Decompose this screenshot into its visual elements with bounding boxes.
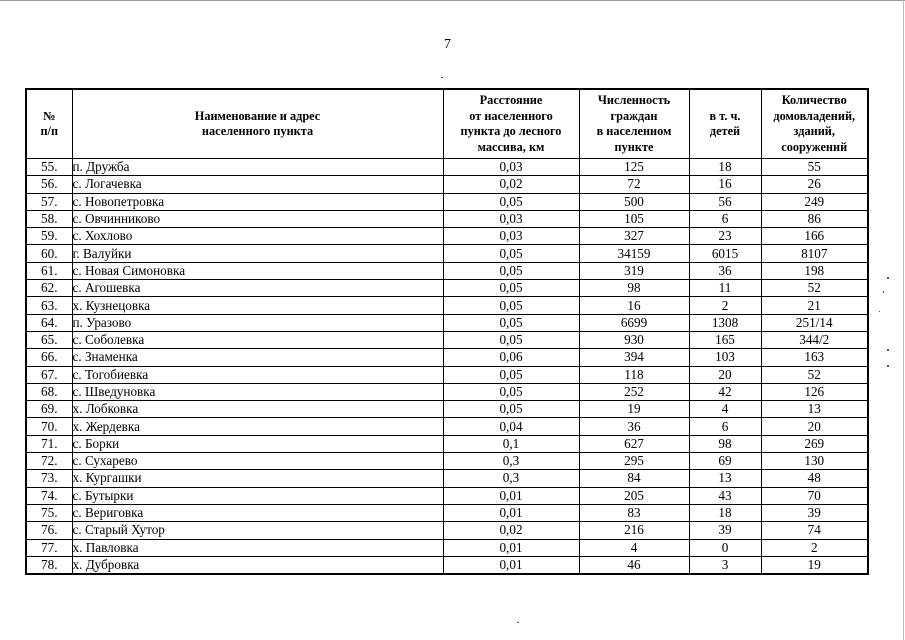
cell-name: х. Кузнецовка	[72, 297, 443, 314]
table-row	[26, 539, 868, 556]
cell-children: 43	[689, 487, 761, 504]
cell-children: 4	[689, 401, 761, 418]
cell-households: 48	[761, 470, 868, 487]
cell-distance: 0,05	[443, 280, 579, 297]
cell-households: 163	[761, 349, 868, 366]
cell-population: 84	[579, 470, 689, 487]
cell-population: 216	[579, 522, 689, 539]
cell-households: 21	[761, 297, 868, 314]
cell-distance: 0,01	[443, 487, 579, 504]
table-row	[26, 193, 868, 210]
scan-speck	[887, 277, 889, 279]
cell-population: 6699	[579, 314, 689, 331]
cell-distance: 0,03	[443, 210, 579, 227]
cell-population: 327	[579, 228, 689, 245]
cell-households: 198	[761, 262, 868, 279]
cell-num: 66.	[26, 349, 72, 366]
cell-households: 26	[761, 176, 868, 193]
cell-distance: 0,05	[443, 262, 579, 279]
cell-name: п. Дружба	[72, 159, 443, 176]
cell-num: 57.	[26, 193, 72, 210]
table-body	[26, 159, 868, 575]
cell-num: 55.	[26, 159, 72, 176]
header-children: в т. ч. детей	[689, 89, 761, 159]
table-row	[26, 228, 868, 245]
cell-num: 75.	[26, 504, 72, 521]
cell-children: 20	[689, 366, 761, 383]
header-num: № п/п	[26, 89, 72, 159]
cell-children: 103	[689, 349, 761, 366]
table-row	[26, 556, 868, 574]
cell-num: 68.	[26, 383, 72, 400]
cell-households: 251/14	[761, 314, 868, 331]
cell-households: 269	[761, 435, 868, 452]
cell-population: 83	[579, 504, 689, 521]
cell-households: 249	[761, 193, 868, 210]
cell-distance: 0,05	[443, 401, 579, 418]
table-row	[26, 331, 868, 348]
cell-children: 36	[689, 262, 761, 279]
cell-children: 0	[689, 539, 761, 556]
cell-num: 74.	[26, 487, 72, 504]
cell-children: 165	[689, 331, 761, 348]
table-row	[26, 522, 868, 539]
cell-num: 76.	[26, 522, 72, 539]
cell-name: с. Шведуновка	[72, 383, 443, 400]
cell-children: 1308	[689, 314, 761, 331]
cell-distance: 0,06	[443, 349, 579, 366]
table-row	[26, 470, 868, 487]
cell-population: 98	[579, 280, 689, 297]
cell-population: 500	[579, 193, 689, 210]
cell-children: 69	[689, 453, 761, 470]
cell-name: с. Знаменка	[72, 349, 443, 366]
cell-num: 56.	[26, 176, 72, 193]
cell-children: 39	[689, 522, 761, 539]
cell-children: 6	[689, 210, 761, 227]
scan-speck	[887, 365, 889, 367]
table-row	[26, 418, 868, 435]
cell-households: 13	[761, 401, 868, 418]
cell-num: 72.	[26, 453, 72, 470]
cell-distance: 0,3	[443, 453, 579, 470]
cell-households: 39	[761, 504, 868, 521]
cell-num: 58.	[26, 210, 72, 227]
header-population: Численность граждан в населенном пункте	[579, 89, 689, 159]
cell-population: 205	[579, 487, 689, 504]
table-row	[26, 504, 868, 521]
cell-households: 8107	[761, 245, 868, 262]
cell-name: с. Овчинниково	[72, 210, 443, 227]
cell-distance: 0,04	[443, 418, 579, 435]
cell-distance: 0,02	[443, 522, 579, 539]
cell-distance: 0,05	[443, 193, 579, 210]
cell-children: 6015	[689, 245, 761, 262]
cell-name: с. Сухарево	[72, 453, 443, 470]
cell-name: х. Павловка	[72, 539, 443, 556]
table-row	[26, 245, 868, 262]
cell-children: 13	[689, 470, 761, 487]
cell-children: 11	[689, 280, 761, 297]
cell-households: 20	[761, 418, 868, 435]
cell-population: 118	[579, 366, 689, 383]
cell-population: 34159	[579, 245, 689, 262]
cell-households: 70	[761, 487, 868, 504]
cell-num: 77.	[26, 539, 72, 556]
cell-num: 78.	[26, 556, 72, 574]
cell-num: 62.	[26, 280, 72, 297]
cell-children: 18	[689, 504, 761, 521]
cell-num: 70.	[26, 418, 72, 435]
cell-num: 59.	[26, 228, 72, 245]
cell-name: с. Новая Симоновка	[72, 262, 443, 279]
cell-name: п. Уразово	[72, 314, 443, 331]
cell-children: 42	[689, 383, 761, 400]
cell-distance: 0,05	[443, 366, 579, 383]
cell-num: 69.	[26, 401, 72, 418]
table-row	[26, 297, 868, 314]
table-row	[26, 453, 868, 470]
cell-num: 60.	[26, 245, 72, 262]
cell-children: 18	[689, 159, 761, 176]
scan-speck	[883, 291, 884, 293]
cell-distance: 0,02	[443, 176, 579, 193]
table-row	[26, 435, 868, 452]
cell-children: 2	[689, 297, 761, 314]
cell-distance: 0,01	[443, 539, 579, 556]
table-row	[26, 159, 868, 176]
cell-name: г. Валуйки	[72, 245, 443, 262]
cell-population: 72	[579, 176, 689, 193]
cell-population: 394	[579, 349, 689, 366]
cell-num: 63.	[26, 297, 72, 314]
cell-population: 19	[579, 401, 689, 418]
cell-households: 130	[761, 453, 868, 470]
cell-name: х. Лобковка	[72, 401, 443, 418]
cell-children: 16	[689, 176, 761, 193]
cell-name: с. Соболевка	[72, 331, 443, 348]
table-header-row	[26, 89, 868, 159]
cell-population: 105	[579, 210, 689, 227]
cell-population: 4	[579, 539, 689, 556]
table-row	[26, 314, 868, 331]
cell-name: с. Бутырки	[72, 487, 443, 504]
cell-num: 64.	[26, 314, 72, 331]
settlements-table	[25, 88, 869, 575]
scan-right-edge	[903, 0, 904, 640]
table-row	[26, 383, 868, 400]
cell-households: 344/2	[761, 331, 868, 348]
header-name: Наименование и адрес населенного пункта	[72, 89, 443, 159]
cell-distance: 0,1	[443, 435, 579, 452]
cell-distance: 0,3	[443, 470, 579, 487]
table-row	[26, 487, 868, 504]
cell-population: 627	[579, 435, 689, 452]
cell-population: 46	[579, 556, 689, 574]
table-row	[26, 349, 868, 366]
cell-distance: 0,05	[443, 297, 579, 314]
cell-households: 52	[761, 366, 868, 383]
cell-population: 125	[579, 159, 689, 176]
cell-num: 61.	[26, 262, 72, 279]
table-row	[26, 366, 868, 383]
cell-num: 73.	[26, 470, 72, 487]
cell-population: 319	[579, 262, 689, 279]
cell-name: с. Новопетровка	[72, 193, 443, 210]
cell-name: х. Дубровка	[72, 556, 443, 574]
cell-distance: 0,05	[443, 331, 579, 348]
cell-children: 3	[689, 556, 761, 574]
cell-name: с. Агошевка	[72, 280, 443, 297]
cell-num: 65.	[26, 331, 72, 348]
cell-population: 252	[579, 383, 689, 400]
cell-distance: 0,03	[443, 159, 579, 176]
cell-num: 67.	[26, 366, 72, 383]
cell-name: с. Тогобиевка	[72, 366, 443, 383]
cell-name: х. Жердевка	[72, 418, 443, 435]
cell-children: 98	[689, 435, 761, 452]
cell-households: 55	[761, 159, 868, 176]
cell-name: х. Кургашки	[72, 470, 443, 487]
cell-name: с. Старый Хутор	[72, 522, 443, 539]
table-row	[26, 176, 868, 193]
cell-name: с. Хохлово	[72, 228, 443, 245]
cell-households: 126	[761, 383, 868, 400]
table-row	[26, 401, 868, 418]
table-row	[26, 280, 868, 297]
cell-households: 2	[761, 539, 868, 556]
header-households: Количество домовладений, зданий, сооружений	[761, 89, 868, 159]
cell-children: 56	[689, 193, 761, 210]
cell-children: 23	[689, 228, 761, 245]
cell-distance: 0,05	[443, 314, 579, 331]
cell-distance: 0,01	[443, 504, 579, 521]
scan-speck	[887, 349, 889, 351]
cell-distance: 0,03	[443, 228, 579, 245]
cell-num: 71.	[26, 435, 72, 452]
cell-population: 295	[579, 453, 689, 470]
cell-name: с. Логачевка	[72, 176, 443, 193]
cell-households: 166	[761, 228, 868, 245]
cell-population: 36	[579, 418, 689, 435]
table-row	[26, 262, 868, 279]
cell-population: 930	[579, 331, 689, 348]
scan-speck	[879, 311, 880, 312]
cell-children: 6	[689, 418, 761, 435]
cell-name: с. Борки	[72, 435, 443, 452]
cell-population: 16	[579, 297, 689, 314]
header-distance: Расстояние от населенного пункта до лесного массива, км	[443, 89, 579, 159]
cell-name: с. Вериговка	[72, 504, 443, 521]
cell-distance: 0,05	[443, 383, 579, 400]
scan-speck	[517, 622, 519, 623]
page-number: 7	[444, 37, 451, 52]
cell-households: 52	[761, 280, 868, 297]
table-row	[26, 210, 868, 227]
cell-households: 19	[761, 556, 868, 574]
cell-distance: 0,05	[443, 245, 579, 262]
scan-top-edge	[0, 0, 905, 1]
cell-distance: 0,01	[443, 556, 579, 574]
scan-speck	[441, 77, 443, 78]
cell-households: 74	[761, 522, 868, 539]
cell-households: 86	[761, 210, 868, 227]
